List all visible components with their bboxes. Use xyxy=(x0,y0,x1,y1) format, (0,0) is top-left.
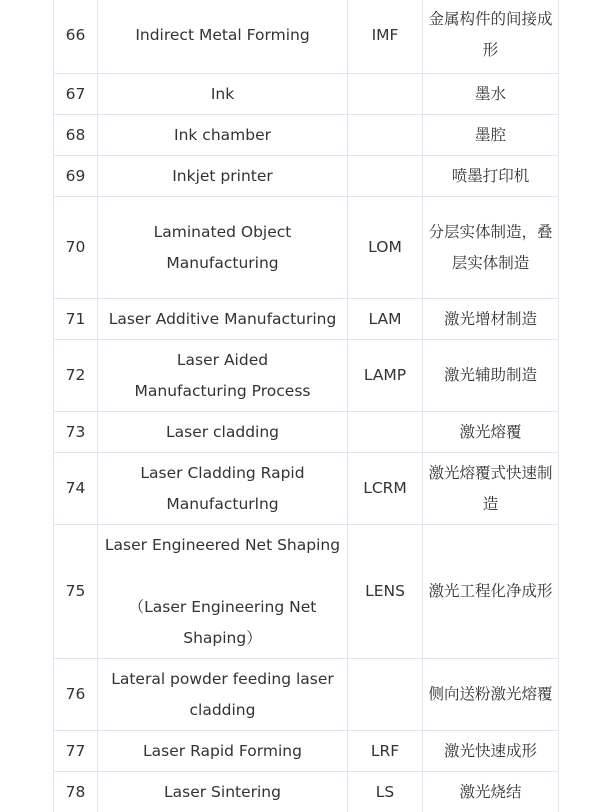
english-term xyxy=(98,731,348,772)
chinese-term xyxy=(423,453,559,525)
term-line: Laser Sintering xyxy=(164,782,281,801)
term-line: Laser Engineered Net Shaping xyxy=(104,535,341,554)
row-number: 67 xyxy=(54,74,98,115)
term-line: Laser Aided xyxy=(176,350,269,369)
row-number: 73 xyxy=(54,412,98,453)
term-line: Inkjet printer xyxy=(172,166,273,185)
table-row xyxy=(54,0,559,74)
table-row xyxy=(54,197,559,299)
chinese-term xyxy=(423,197,559,299)
zh-line: 激光快速成形 xyxy=(443,741,537,760)
chinese-term xyxy=(423,772,559,812)
term-line: Laser Rapid Forming xyxy=(143,741,302,760)
table-row xyxy=(54,659,559,731)
row-number: 74 xyxy=(54,453,98,525)
term-line: cladding xyxy=(189,700,256,719)
chinese-term xyxy=(423,659,559,731)
table-row xyxy=(54,772,559,812)
english-term xyxy=(98,453,348,525)
zh-line: 激光熔覆式快速制 xyxy=(428,463,553,482)
english-term xyxy=(98,299,348,340)
abbreviation: LAMP xyxy=(348,340,423,412)
row-number: 66 xyxy=(54,0,98,74)
zh-line: 墨腔 xyxy=(474,125,506,144)
zh-line: 墨水 xyxy=(474,84,506,103)
chinese-term xyxy=(423,412,559,453)
zh-line: 激光工程化净成形 xyxy=(428,582,553,600)
abbreviation: LOM xyxy=(348,197,423,299)
row-number: 72 xyxy=(54,340,98,412)
english-term xyxy=(98,0,348,74)
chinese-term xyxy=(423,731,559,772)
abbreviation: LAM xyxy=(348,299,423,340)
chinese-term xyxy=(423,0,559,74)
abbreviation: IMF xyxy=(348,0,423,74)
table-row xyxy=(54,74,559,115)
chinese-term xyxy=(423,74,559,115)
english-term xyxy=(98,74,348,115)
term-line: Ink xyxy=(210,84,235,103)
abbreviation xyxy=(348,156,423,197)
table-row xyxy=(54,299,559,340)
zh-line: 激光烧结 xyxy=(459,782,522,801)
row-number: 68 xyxy=(54,115,98,156)
abbreviation: LENS xyxy=(348,525,423,659)
row-number: 69 xyxy=(54,156,98,197)
english-term xyxy=(98,525,348,659)
abbreviation xyxy=(348,74,423,115)
zh-line: 激光辅助制造 xyxy=(443,366,537,384)
english-term xyxy=(98,156,348,197)
zh-line: 侧向送粉激光熔覆 xyxy=(428,685,553,703)
zh-line: 金属构件的间接成 xyxy=(428,10,553,28)
table-row xyxy=(54,156,559,197)
term-line: Manufacturlng xyxy=(166,494,279,513)
table-row xyxy=(54,453,559,525)
term-line: （Laser Engineering Net xyxy=(128,597,317,616)
row-number: 70 xyxy=(54,197,98,299)
english-term xyxy=(98,659,348,731)
row-number: 75 xyxy=(54,525,98,659)
chinese-term xyxy=(423,299,559,340)
table-row xyxy=(54,525,559,659)
chinese-term xyxy=(423,340,559,412)
term-line: Manufacturing Process xyxy=(134,381,311,400)
zh-line: 分层实体制造，叠 xyxy=(428,222,553,241)
glossary-table xyxy=(53,0,559,812)
english-term xyxy=(98,340,348,412)
row-number: 71 xyxy=(54,299,98,340)
zh-line: 激光增材制造 xyxy=(443,309,537,328)
term-line: Laser Cladding Rapid xyxy=(140,463,305,482)
abbreviation xyxy=(348,659,423,731)
term-line: Ink chamber xyxy=(174,125,271,144)
abbreviation xyxy=(348,412,423,453)
term-line: Lateral powder feeding laser xyxy=(111,669,334,688)
english-term xyxy=(98,115,348,156)
table-row xyxy=(54,412,559,453)
term-line: Laser cladding xyxy=(165,422,280,441)
table-row xyxy=(54,115,559,156)
row-number: 77 xyxy=(54,731,98,772)
zh-line: 激光熔覆 xyxy=(459,422,522,441)
term-line: Indirect Metal Forming xyxy=(135,25,310,44)
zh-line: 造 xyxy=(482,494,499,513)
abbreviation: LCRM xyxy=(348,453,423,525)
zh-line: 形 xyxy=(482,41,499,59)
term-line: Laser Additive Manufacturing xyxy=(108,309,337,328)
english-term xyxy=(98,197,348,299)
chinese-term xyxy=(423,525,559,659)
term-line: Laminated Object xyxy=(153,222,292,241)
abbreviation xyxy=(348,115,423,156)
chinese-term xyxy=(423,156,559,197)
row-number: 78 xyxy=(54,772,98,812)
term-line: Shaping） xyxy=(183,628,262,647)
abbreviation: LS xyxy=(348,772,423,812)
chinese-term xyxy=(423,115,559,156)
table-row xyxy=(54,340,559,412)
english-term xyxy=(98,772,348,812)
row-number: 76 xyxy=(54,659,98,731)
zh-line: 喷墨打印机 xyxy=(451,166,530,185)
term-line: Manufacturing xyxy=(166,253,279,272)
english-term xyxy=(98,412,348,453)
zh-line: 层实体制造 xyxy=(451,253,530,272)
table-row xyxy=(54,731,559,772)
abbreviation: LRF xyxy=(348,731,423,772)
term-line xyxy=(102,561,343,592)
